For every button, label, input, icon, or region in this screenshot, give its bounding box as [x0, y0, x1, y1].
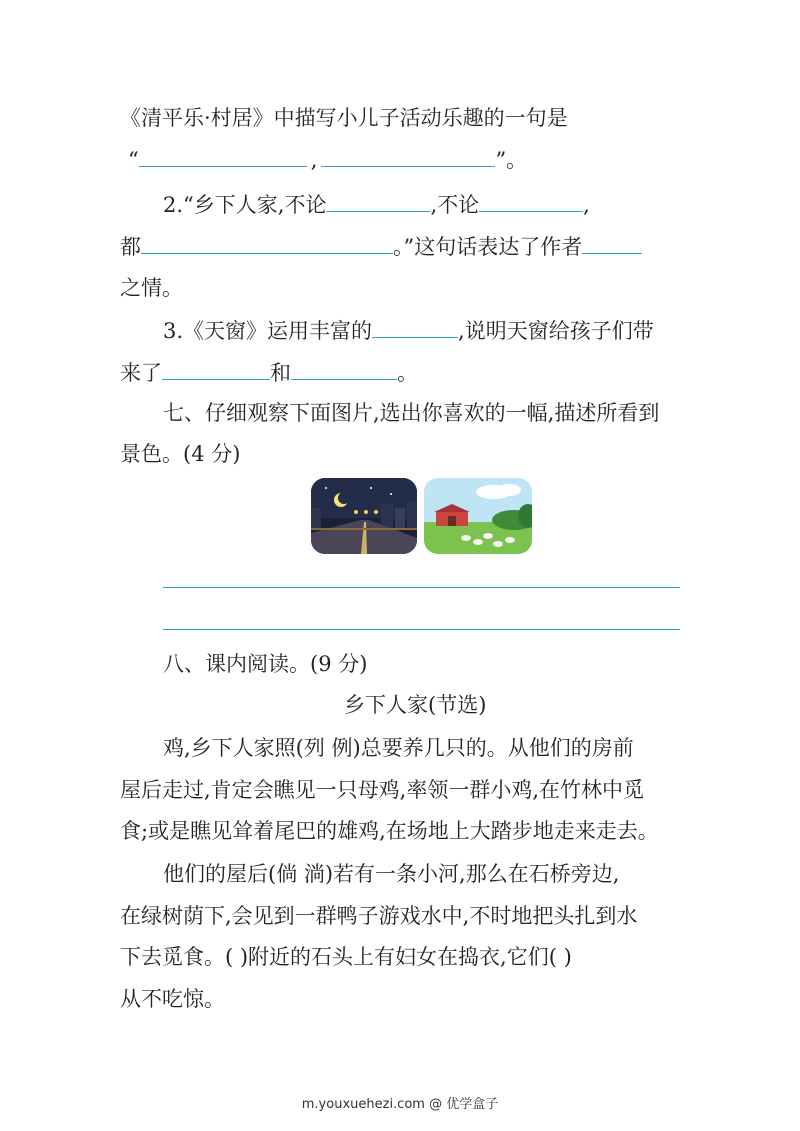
q3-text-a: 3.《天窗》运用丰富的	[163, 319, 373, 343]
passage-p2-line3: 下去觅食。( )附近的石头上有妇女在捣衣,它们( )	[120, 945, 572, 969]
comma: ,	[310, 148, 318, 172]
passage-title: 乡下人家(节选)	[344, 693, 487, 717]
passage-p2-line2: 在绿树荫下,会见到一群鸭子游戏水中,不时地把头扎到水	[120, 904, 638, 928]
passage-p1-line2: 屋后走过,肯定会瞧见一只母鸡,率领一群小鸡,在竹林中觅	[120, 778, 645, 802]
q3-text-e: 。	[397, 361, 418, 385]
passage-p1-line3: 食;或是瞧见耸着尾巴的雄鸡,在场地上大踏步地走来走去。	[120, 819, 659, 843]
passage-p2-line1: 他们的屋后(倘 淌)若有一条小河,那么在石桥旁边,	[163, 862, 620, 886]
q2-line2	[120, 233, 642, 260]
night-city-street-image[interactable]	[311, 478, 417, 554]
q3-blank-3[interactable]	[291, 359, 397, 380]
answer-line-2[interactable]	[163, 629, 680, 630]
q3-line2	[120, 359, 418, 386]
q3-line1	[163, 317, 654, 344]
footer-watermark: m.youxuehezi.com @ 优学盒子	[301, 1097, 499, 1112]
passage-p1-line1: 鸡,乡下人家照(列 例)总要养几只的。从他们的房前	[163, 736, 634, 760]
q2-blank-1[interactable]	[326, 191, 430, 212]
q8-heading: 八、课内阅读。(9 分)	[163, 652, 368, 676]
poem-question-line: 《清平乐·村居》中描写小儿子活动乐趣的一句是	[120, 106, 568, 130]
countryside-sheep-image[interactable]	[424, 478, 532, 554]
q3-blank-1[interactable]	[372, 317, 458, 338]
q2-text-b: ,不论	[430, 193, 480, 217]
open-quote: “	[128, 148, 139, 172]
q3-text-d: 和	[270, 361, 291, 385]
q2-text-a: 2.“乡下人家,不论	[163, 193, 327, 217]
q2-line1	[163, 191, 590, 218]
q2-text-c: ,	[583, 193, 590, 217]
q3-text-b: ,说明天窗给孩子们带	[458, 319, 654, 343]
q3-blank-2[interactable]	[162, 359, 270, 380]
q2-text-e: 。”这句话表达了作者	[393, 235, 583, 259]
q7-line1: 七、仔细观察下面图片,选出你喜欢的一幅,描述所看到	[163, 401, 660, 425]
answer-blank-1[interactable]	[139, 146, 307, 167]
q3-text-c: 来了	[120, 361, 162, 385]
q2-blank-2[interactable]	[479, 191, 583, 212]
q2-blank-3[interactable]	[141, 233, 393, 254]
poem-answer-line	[128, 146, 527, 173]
answer-line-1[interactable]	[163, 587, 680, 588]
passage-p2-line4: 从不吃惊。	[120, 987, 225, 1011]
q2-blank-4[interactable]	[582, 233, 642, 254]
q7-line2: 景色。(4 分)	[120, 442, 241, 466]
q2-line3: 之情。	[120, 276, 183, 300]
q2-text-d: 都	[120, 235, 141, 259]
answer-blank-2[interactable]	[321, 146, 495, 167]
close-quote: ”。	[495, 148, 528, 172]
